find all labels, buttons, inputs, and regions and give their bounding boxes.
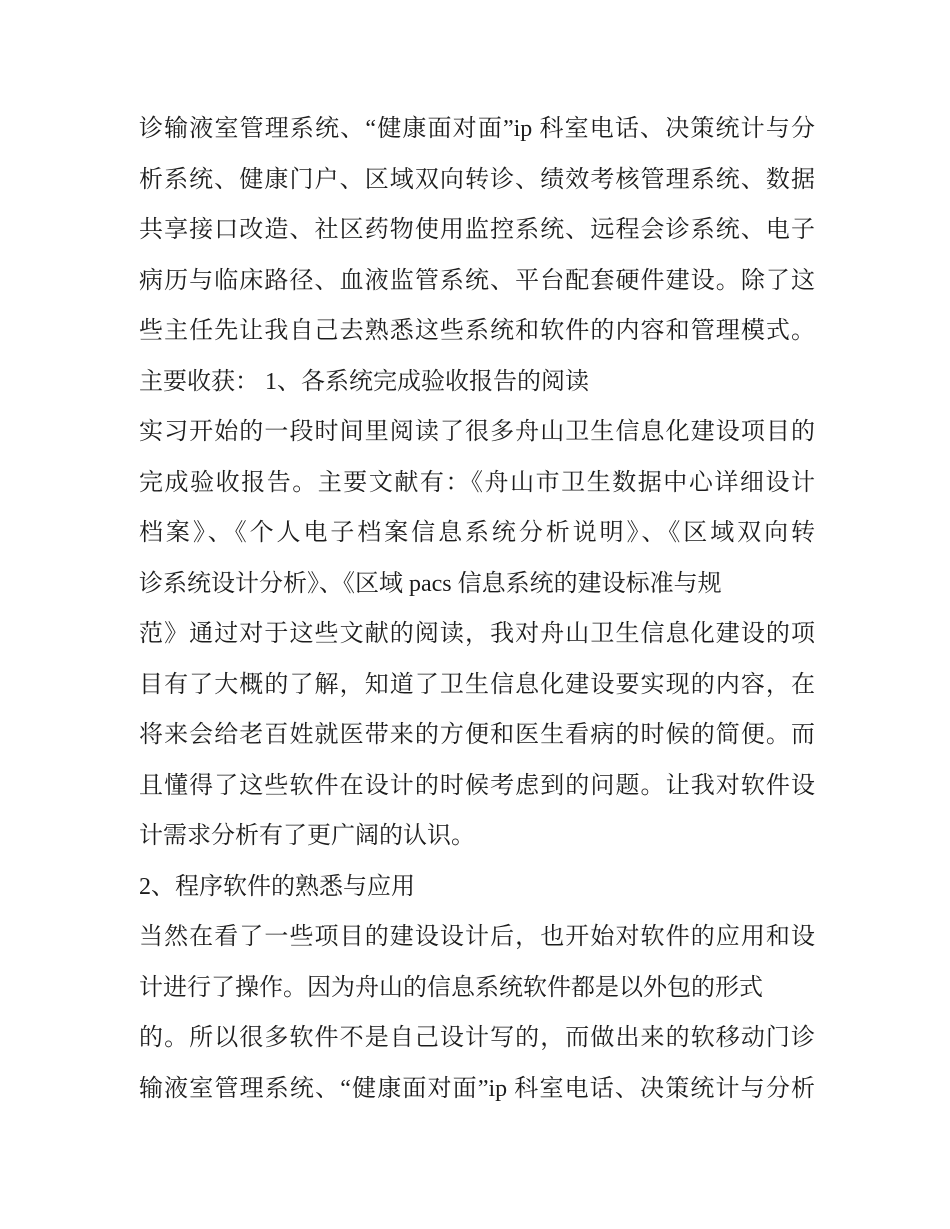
text-line: 且懂得了这些软件在设计的时候考虑到的问题。让我对软件设 <box>139 772 815 799</box>
text-line: 输液室管理系统、“健康面对面”ip 科室电话、决策统计与分析 <box>139 1075 815 1102</box>
text-line: 诊系统设计分析》、《区域 pacs 信息系统的建设标准与规 <box>139 570 722 597</box>
text-line: 病历与临床路径、血液监管系统、平台配套硬件建设。除了这 <box>139 267 815 294</box>
text-line: 共享接口改造、社区药物使用监控系统、远程会诊系统、电子 <box>139 217 815 243</box>
text-line: 计进行了操作。因为舟山的信息系统软件都是以外包的形式 <box>139 974 763 1001</box>
text-line: 计需求分析有了更广阔的认识。 <box>139 823 475 849</box>
text-line: 2、程序软件的熟悉与应用 <box>139 873 415 900</box>
text-line: 些主任先让我自己去熟悉这些系统和软件的内容和管理模式。 <box>139 318 815 344</box>
document-text-block <box>139 104 815 1114</box>
text-line: 的。所以很多软件不是自己设计写的，而做出来的软移动门诊 <box>139 1025 815 1051</box>
text-line: 主要收获： 1、各系统完成验收报告的阅读 <box>139 368 589 395</box>
text-line: 完成验收报告。主要文献有：《舟山市卫生数据中心详细设计 <box>139 469 815 496</box>
text-line: 实习开始的一段时间里阅读了很多舟山卫生信息化建设项目的 <box>139 419 815 445</box>
text-line: 诊输液室管理系统、“健康面对面”ip 科室电话、决策统计与分 <box>139 116 815 142</box>
text-line: 档案》、《个人电子档案信息系统分析说明》、《区域双向转 <box>139 520 815 546</box>
text-line: 当然在看了一些项目的建设设计后，也开始对软件的应用和设 <box>139 924 815 950</box>
text-line: 目有了大概的了解，知道了卫生信息化建设要实现的内容，在 <box>139 671 815 698</box>
text-line: 析系统、健康门户、区域双向转诊、绩效考核管理系统、数据 <box>139 166 815 193</box>
text-line: 将来会给老百姓就医带来的方便和医生看病的时候的简便。而 <box>139 722 815 748</box>
text-line: 范》通过对于这些文献的阅读，我对舟山卫生信息化建设的项 <box>139 621 815 647</box>
